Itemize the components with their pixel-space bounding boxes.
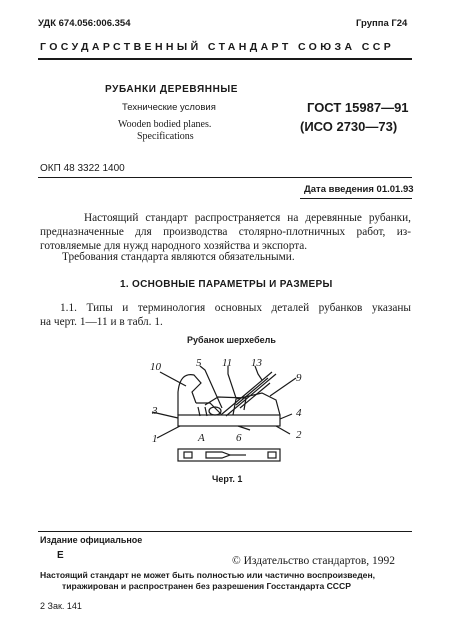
para1-line2: предназначенные для производства столярно-плотничных работ, из- [40,226,411,238]
label-2: 2 [296,429,302,441]
document-subtitle: Технические условия [122,102,216,113]
footer-rule [38,531,412,532]
gost-number: ГОСТ 15987—91 [307,100,409,115]
plane-sole [178,415,280,426]
clause-line1: 1.1. Типы и терминология основных деталей рубанков указаны [60,302,411,314]
section-heading: 1. ОСНОВНЫЕ ПАРАМЕТРЫ И РАЗМЕРЫ [120,279,333,290]
para1-line1: Настоящий стандарт распространяется на деревянные рубанки, [84,212,411,224]
label-A: A [198,432,205,444]
plane-horn [178,375,201,415]
intro-date: Дата введения 01.01.93 [304,184,414,195]
group-code: Группа Г24 [356,18,408,29]
order-number: 2 Зак. 141 [40,601,82,611]
notice-line1: Настоящий стандарт не может быть полностью или частично воспроизведен, [40,570,376,580]
label-11: 11 [222,357,233,369]
official-edition: Издание официальное [40,535,143,545]
label-10: 10 [150,361,161,373]
label-13: 13 [251,357,262,369]
figure-title: Рубанок шерхебель [187,335,276,345]
document-title: РУБАНКИ ДЕРЕВЯННЫЕ [105,84,239,95]
label-5: 5 [196,357,202,369]
label-9: 9 [296,372,302,384]
label-4: 4 [296,407,302,419]
iso-number: (ИСО 2730—73) [300,119,398,134]
para1-line3: готовляемые для нужд народного хозяйства и экспорта. [40,240,308,252]
copyright: © Издательство стандартов, 1992 [232,555,396,567]
state-standard-banner: ГОСУДАРСТВЕННЫЙ СТАНДАРТ СОЮЗА ССР [40,41,395,53]
okp-code: ОКП 48 3322 1400 [40,163,125,174]
body-paragraph-2: Требования стандарта являются обязательными. [62,251,295,263]
label-1: 1 [152,433,158,445]
label-3: 3 [152,405,158,417]
notice-line2: тиражирован и распространен без разрешения Госстандарта СССР [62,581,351,591]
label-6: 6 [236,432,242,444]
udk-code: УДК 674.056:006.354 [38,18,131,29]
english-title-line1: Wooden bodied planes. [118,119,212,130]
figure-caption: Черт. 1 [212,474,243,484]
clause-line2: на черт. 1—11 и в табл. 1. [40,316,163,328]
edition-letter: Е [57,550,64,561]
english-title-line2: Specifications [137,131,194,142]
